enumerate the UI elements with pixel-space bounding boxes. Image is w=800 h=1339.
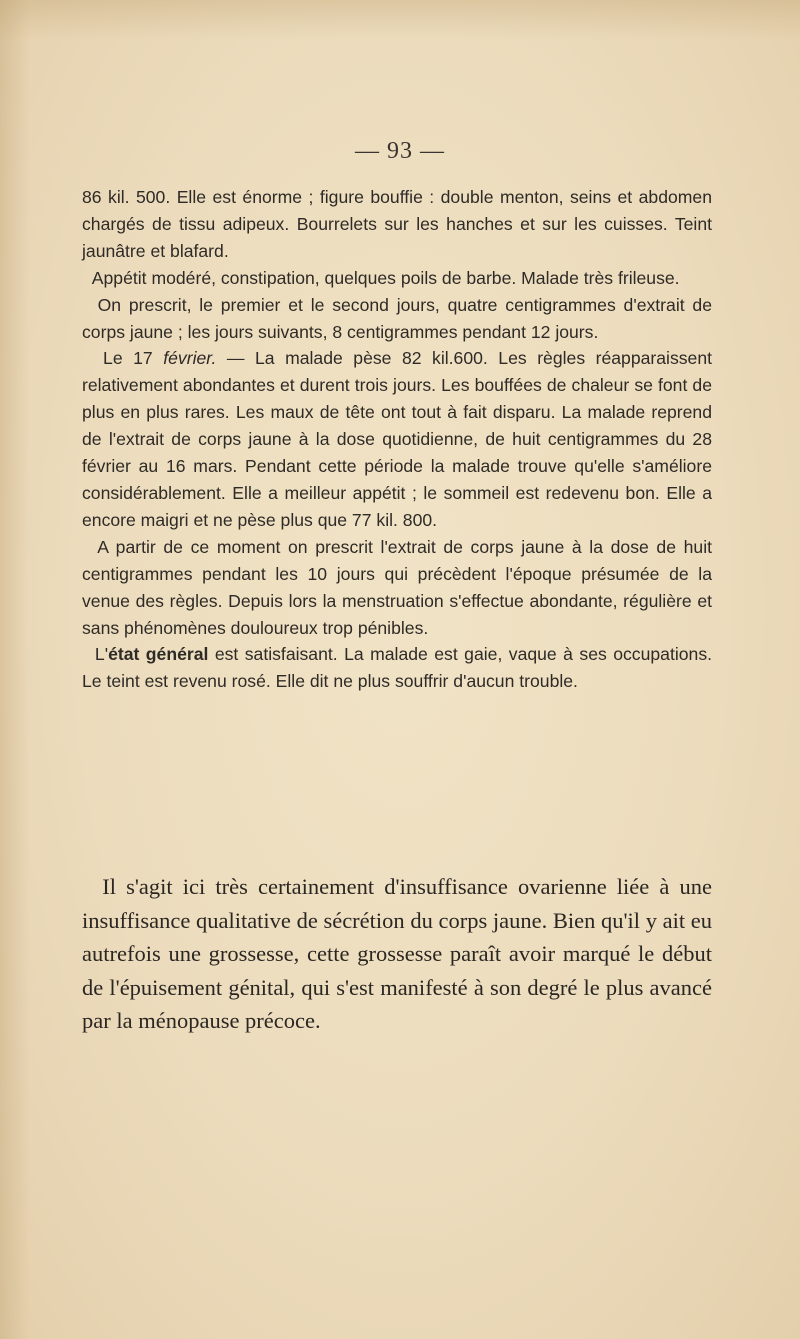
general-state-text: est satisfaisant. La malade est gaie, vaque à ses occupations. Le teint est revenu rosé. Elle dit ne plus souffrir d'aucun trouble. xyxy=(82,644,713,692)
paragraph-prescription xyxy=(82,292,712,346)
paragraph-ongoing-treatment-text: A partir de ce moment on prescrit l'extrait de corps jaune à la dose de huit centigrammes pendant les 10 jours qui précèdent l'époque présumée de la venue des règles. Depuis lors la menstruation s'effectue abondante, régulière et sans phénomènes douloureux trop pénibles. xyxy=(82,536,712,638)
case-report xyxy=(82,184,712,695)
conclusion-paragraph xyxy=(82,870,712,1038)
paragraph-weight-description: 86 kil. 500. Elle est énorme ; figure bouffie : double menton, seins et abdomen chargés de tissu adipeux. Bourrelets sur les hanches et sur les cuisses. Teint jaunâtre et blafard. xyxy=(82,187,712,261)
paragraph-symptoms xyxy=(82,265,712,292)
conclusion-section xyxy=(82,870,712,1038)
paragraph-symptoms-text: Appétit modéré, constipation, quelques poils de barbe. Malade très frileuse. xyxy=(91,267,680,288)
paragraph-prescription-text: On prescrit, le premier et le second jours, quatre centigrammes d'extrait de corps jaune ; les jours suivants, 8 centigrammes pendant 12 jours. xyxy=(82,294,712,342)
page-number: — 93 — xyxy=(355,138,445,164)
february-date: février. xyxy=(163,348,217,369)
paragraph-february-followup xyxy=(82,345,712,533)
paragraph-general-state xyxy=(82,641,712,695)
paper-edge-shading xyxy=(0,0,800,40)
general-state-lead: L' xyxy=(94,644,109,665)
general-state-bold: état général xyxy=(108,644,209,665)
february-followup-text: — La malade pèse 82 kil.600. Les règles réapparaissent relativement abondantes et durent trois jours. Les bouffées de chaleur se font de plus en plus rares. Les maux de tête ont tout à fait disparu. La malade reprend de l'extrait de corps jaune à la dose quotidienne, de huit centigrammes du 28 février au 16 mars. Pendant cette période la malade trouve qu'elle s'améliore considérablement. Elle a meilleur appétit ; le sommeil est redevenu bon. Elle a encore maigri et ne pèse plus que 77 kil. 800. xyxy=(82,348,713,530)
conclusion-text: Il s'agit ici très certainement d'insuffisance ovarienne liée à une insuffisance qualitative de sécrétion du corps jaune. Bien qu'il y ait eu autrefois une grossesse, cette grossesse paraît avoir marqué le début de l'épuisement génital, qui s'est manifesté à son degré le plus avancé par la ménopause précoce. xyxy=(82,874,712,1034)
paragraph-ongoing-treatment xyxy=(82,534,712,642)
february-lead: Le 17 xyxy=(103,348,164,369)
paper-edge-shading-left xyxy=(0,0,30,1339)
